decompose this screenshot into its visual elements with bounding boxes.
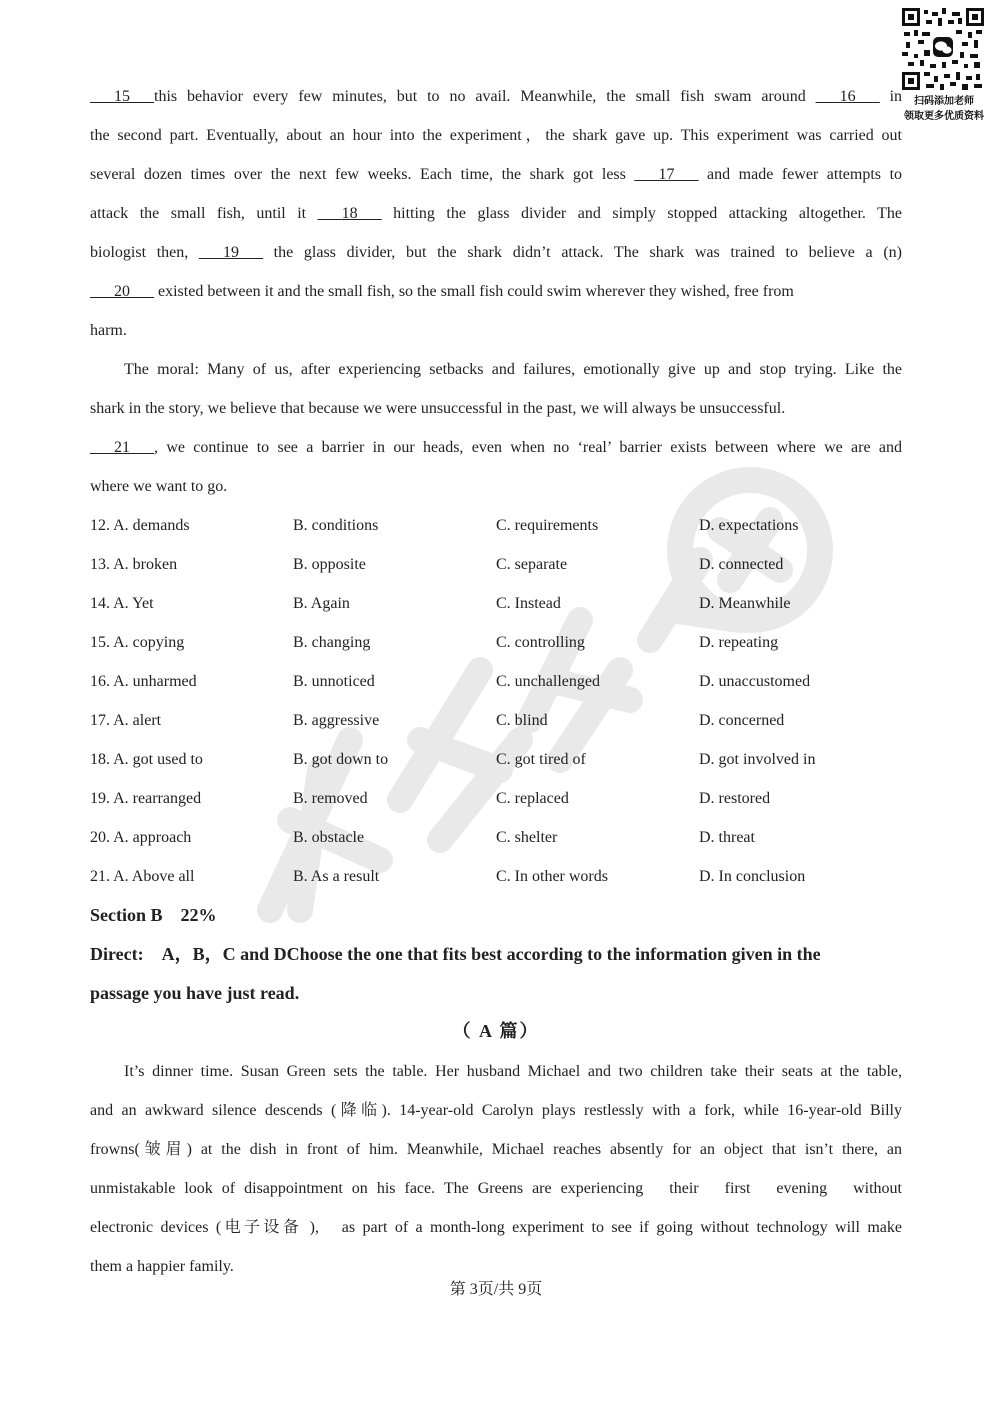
option-a[interactable]: 13. A. broken (90, 556, 178, 573)
option-c[interactable]: C. separate (496, 556, 568, 573)
option-d[interactable]: D. In conclusion (699, 868, 806, 885)
option-d[interactable]: D. connected (699, 556, 784, 573)
blank-15: ___15___ (90, 88, 154, 105)
option-d[interactable]: D. threat (699, 829, 755, 846)
blank-16: ___16___ (815, 88, 880, 105)
passage-line-2: the second part. Eventually, about an hour into the experiment，the shark gave up. This experiment was carried out (90, 127, 902, 144)
passage-text: this behavior every few minutes, but to no avail. Meanwhile, the small fish swam around (154, 88, 806, 105)
option-a[interactable]: 14. A. Yet (90, 595, 154, 612)
passage-text: in (889, 88, 903, 105)
option-c[interactable]: C. In other words (496, 868, 608, 885)
option-row (90, 623, 902, 662)
option-c[interactable]: C. got tired of (496, 751, 586, 768)
section-b-direction-1: Direct: A，B，C and DChoose the one that fits best according to the information given in the (90, 944, 821, 964)
option-c[interactable]: C. controlling (496, 634, 585, 651)
qr-caption (896, 94, 992, 124)
passage-line-1 (90, 77, 902, 116)
passage-a-line-4: unmistakable look of disappointment on his face. The Greens are experiencing their first evening without (90, 1180, 903, 1197)
passage-a-line-3: frowns(皱眉) at the dish in front of him. Meanwhile, Michael reaches absently for an object that isn’t there, an (90, 1141, 902, 1158)
option-a[interactable]: 15. A. copying (90, 634, 185, 651)
option-c[interactable]: C. unchallenged (496, 673, 600, 690)
passage-line-6: ___20___ existed between it and the small fish, so the small fish could swim wherever they wished, free from (90, 283, 794, 300)
qr-caption-line2: 领取更多优质资料 (904, 111, 984, 122)
option-d[interactable]: D. Meanwhile (699, 595, 791, 612)
section-b-direction-2: passage you have just read. (90, 983, 300, 1003)
option-row (90, 857, 902, 896)
option-a[interactable]: 12. A. demands (90, 517, 190, 534)
passage-a (90, 1052, 902, 1286)
option-b[interactable]: B. aggressive (293, 712, 380, 729)
option-row (90, 662, 902, 701)
option-d[interactable]: D. expectations (699, 517, 799, 534)
option-b[interactable]: B. obstacle (293, 829, 365, 846)
option-c[interactable]: C. shelter (496, 829, 558, 846)
option-b[interactable]: B. As a result (293, 868, 380, 885)
option-b[interactable]: B. changing (293, 634, 371, 651)
option-a[interactable]: 18. A. got used to (90, 751, 203, 768)
option-c[interactable]: C. blind (496, 712, 548, 729)
option-b[interactable]: B. Again (293, 595, 350, 612)
option-a[interactable]: 19. A. rearranged (90, 790, 202, 807)
option-row (90, 818, 902, 857)
passage-a-line-2: and an awkward silence descends (降临). 14-year-old Carolyn plays restlessly with a fork, while 16-year-old Billy (90, 1102, 902, 1119)
passage-line-5: biologist then, ___19___ the glass divider, but the shark didn’t attack. The shark was trained to believe a (n) (90, 244, 903, 261)
blank-17: ___17___ (634, 166, 699, 183)
option-b[interactable]: B. conditions (293, 517, 379, 534)
option-a[interactable]: 16. A. unharmed (90, 673, 197, 690)
option-c[interactable]: C. requirements (496, 517, 599, 534)
option-b[interactable]: B. got down to (293, 751, 389, 768)
passage-line-7: harm. (90, 322, 127, 339)
passage-line-8: The moral: Many of us, after experiencing setbacks and failures, emotionally give up and stop trying. Like the (124, 361, 902, 378)
option-b[interactable]: B. unnoticed (293, 673, 375, 690)
option-row (90, 545, 902, 584)
answer-options (90, 506, 902, 896)
option-row (90, 506, 902, 545)
passage-a-line-5: electronic devices (电子设备 ), as part of a month-long experiment to see if going without technology will make (90, 1219, 902, 1236)
blank-19: ___19___ (198, 244, 263, 261)
option-row (90, 701, 902, 740)
option-b[interactable]: B. opposite (293, 556, 366, 573)
blank-21: ___21___ (90, 439, 154, 456)
option-b[interactable]: B. removed (293, 790, 368, 807)
passage-line-9: shark in the story, we believe that because we were unsuccessful in the past, we will always be unsuccessful. (90, 400, 786, 417)
option-a[interactable]: 21. A. Above all (90, 868, 195, 885)
qr-caption-line1: 扫码添加老师 (914, 96, 974, 107)
passage-a-line-1: It’s dinner time. Susan Green sets the table. Her husband Michael and two children take their seats at the table, (124, 1063, 902, 1080)
option-row (90, 779, 902, 818)
option-a[interactable]: 17. A. alert (90, 712, 162, 729)
option-d[interactable]: D. got involved in (699, 751, 816, 768)
option-d[interactable]: D. unaccustomed (699, 673, 811, 690)
passage-line-3: several dozen times over the next few weeks. Each time, the shark got less ___17___ and made fewer attempts to (90, 166, 903, 183)
passage-a-title: （ A 篇） (452, 1021, 540, 1041)
option-d[interactable]: D. restored (699, 790, 771, 807)
option-c[interactable]: C. Instead (496, 595, 561, 612)
passage-a-line-6: them a happier family. (90, 1258, 234, 1275)
blank-18: ___18___ (317, 205, 382, 222)
option-a[interactable]: 20. A. approach (90, 829, 192, 846)
option-row (90, 584, 902, 623)
section-b (90, 896, 902, 1013)
blank-20: ___20___ (90, 283, 154, 300)
passage-continued (90, 77, 902, 506)
qr-code-icon[interactable] (902, 8, 984, 90)
page-number: 第 3页/共 9页 (449, 1281, 543, 1298)
section-b-heading: Section B 22% (90, 905, 217, 925)
option-c[interactable]: C. replaced (496, 790, 569, 807)
option-d[interactable]: D. repeating (699, 634, 779, 651)
option-d[interactable]: D. concerned (699, 712, 785, 729)
option-row (90, 740, 902, 779)
passage-line-10: ___21___, we continue to see a barrier in our heads, even when no ‘real’ barrier exists between where we are and (90, 439, 902, 456)
passage-line-11: where we want to go. (90, 478, 228, 495)
passage-line-4: attack the small fish, until it ___18___ hitting the glass divider and simply stopped attacking altogether. The (90, 205, 902, 222)
